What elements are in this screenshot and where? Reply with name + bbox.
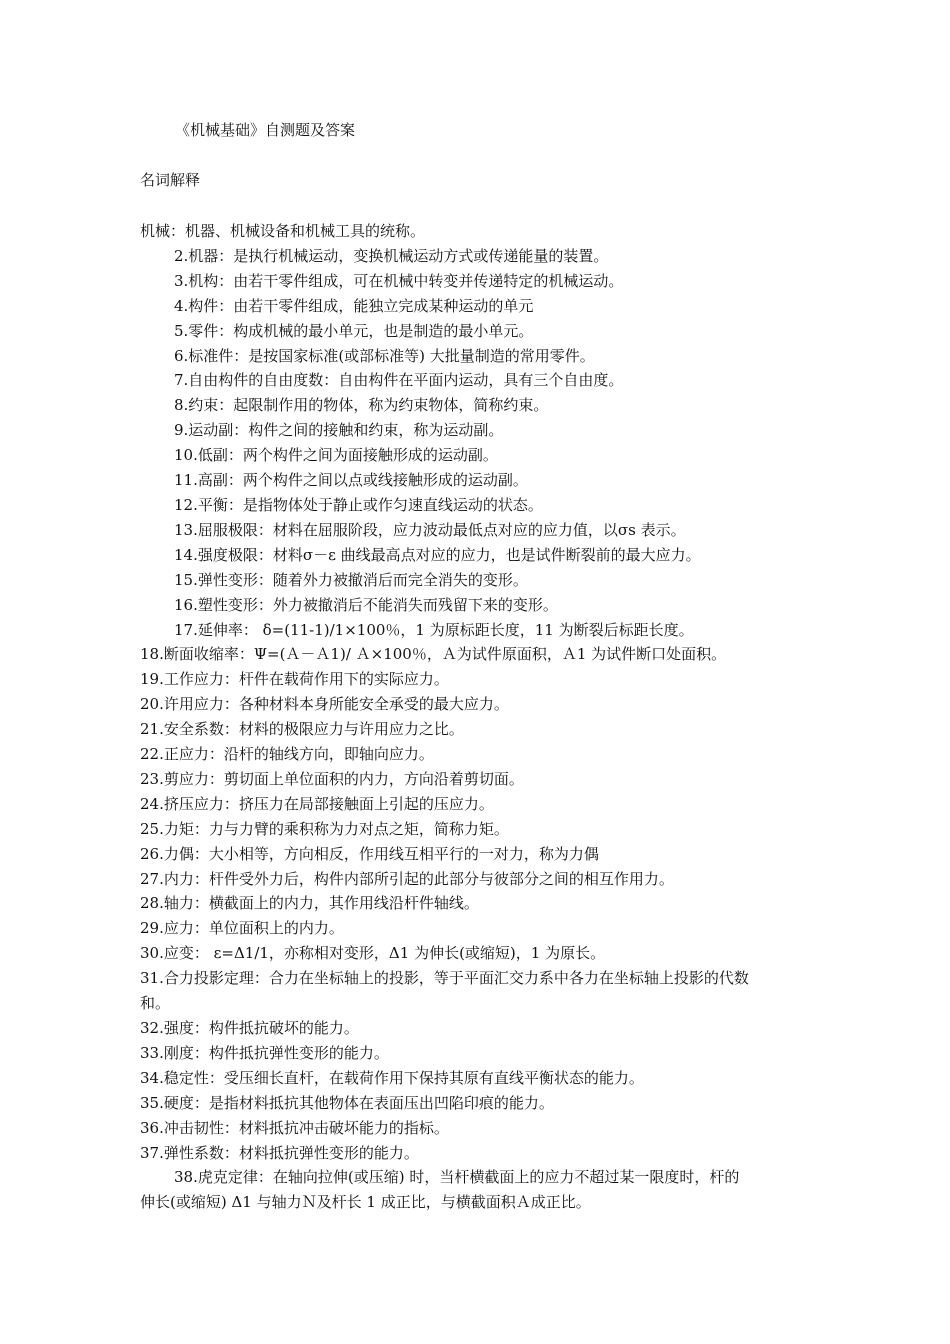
definition-entry: 15.弹性变形：随着外力被撤消后而完全消失的变形。: [174, 570, 528, 589]
definition-entry: 19.工作应力：杆件在载荷作用下的实际应力。: [140, 670, 449, 689]
definition-entry: 23.剪应力：剪切面上单位面积的内力，方向沿着剪切面。: [140, 769, 524, 788]
definition-entry: 5.零件：构成机械的最小单元，也是制造的最小单元。: [174, 321, 534, 340]
definition-entry: 和。: [140, 994, 171, 1013]
definition-entry: 27.内力：杆件受外力后，构件内部所引起的此部分与彼部分之间的相互作用力。: [140, 869, 674, 888]
definition-entry: 14.强度极限：材料σ－ε 曲线最高点对应的应力，也是试件断裂前的最大应力。: [174, 545, 701, 564]
definition-entry: 24.挤压应力：挤压力在局部接触面上引起的压应力。: [140, 794, 494, 813]
definition-entry: 33.刚度：构件抵抗弹性变形的能力。: [140, 1043, 389, 1062]
definition-entry: 18.断面收缩率：Ψ=(Ａ－Ａ1)/ Ａ×100％，Ａ为试件原面积，Ａ1 为试件断口处面积。: [140, 645, 727, 664]
definition-entry: 35.硬度：是指材料抵抗其他物体在表面压出凹陷印痕的能力。: [140, 1093, 554, 1112]
definition-entry: 25.力矩：力与力臂的乘积称为力对点之矩，简称力矩。: [140, 819, 509, 838]
definition-entry: 9.运动副：构件之间的接触和约束，称为运动副。: [174, 421, 504, 440]
definition-entry: 4.构件：由若干零件组成，能独立完成某种运动的单元: [174, 296, 534, 315]
definition-entry: 34.稳定性：受压细长直杆，在载荷作用下保持其原有直线平衡状态的能力。: [140, 1068, 644, 1087]
document-title: 《机械基础》自测题及答案: [175, 121, 356, 139]
definition-entry: 17.延伸率： δ=(11-1)/1×100％，1 为原标距长度，11 为断裂后标距长度。: [174, 620, 694, 639]
definition-entry: 26.力偶：大小相等，方向相反，作用线互相平行的一对力，称为力偶: [140, 844, 599, 863]
definition-entry: 8.约束：起限制作用的物体，称为约束物体，简称约束。: [174, 396, 549, 415]
definition-entry: 伸长(或缩短) Δ1 与轴力Ｎ及杆长 1 成正比，与横截面积Ａ成正比。: [140, 1193, 591, 1212]
definition-entry: 22.正应力：沿杆的轴线方向，即轴向应力。: [140, 745, 434, 764]
section-heading: 名词解释: [140, 171, 201, 189]
definition-entry: 32.强度：构件抵抗破坏的能力。: [140, 1019, 359, 1037]
definition-entry: 3.机构：由若干零件组成，可在机械中转变并传递特定的机械运动。: [174, 271, 624, 290]
definition-entry: 37.弹性系数：材料抵抗弹性变形的能力。: [140, 1143, 419, 1162]
definition-entry: 12.平衡：是指物体处于静止或作匀速直线运动的状态。: [174, 495, 543, 514]
definition-entry: 29.应力：单位面积上的内力。: [140, 919, 344, 938]
definition-entry: 10.低副：两个构件之间为面接触形成的运动副。: [174, 446, 498, 465]
definition-entry: 2.机器：是执行机械运动，变换机械运动方式或传递能量的装置。: [174, 246, 609, 265]
definition-list: [140, 219, 812, 1215]
definition-entry: 20.许用应力：各种材料本身所能安全承受的最大应力。: [140, 695, 509, 714]
definition-entry: 30.应变： ε=Δ1/1，亦称相对变形，Δ1 为伸长(或缩短)，1 为原长。: [140, 944, 606, 963]
definition-entry: 11.高副：两个构件之间以点或线接触形成的运动副。: [174, 471, 528, 490]
definition-entry: 16.塑性变形：外力被撤消后不能消失而残留下来的变形。: [174, 595, 558, 614]
definition-entry: 36.冲击韧性：材料抵抗冲击破坏能力的指标。: [140, 1118, 449, 1137]
definition-entry: 6.标准件：是按国家标准(或部标准等) 大批量制造的常用零件。: [174, 346, 595, 365]
definition-entry: 13.屈服极限：材料在屈服阶段，应力波动最低点对应的应力值，以σs 表示。: [174, 520, 686, 539]
definition-entry: 7.自由构件的自由度数：自由构件在平面内运动，具有三个自由度。: [174, 371, 624, 390]
definition-entry: 38.虎克定律：在轴向拉伸(或压缩) 时，当杆横截面上的应力不超过某一限度时，杆的: [174, 1168, 740, 1187]
definition-entry: 31.合力投影定理：合力在坐标轴上的投影，等于平面汇交力系中各力在坐标轴上投影的代数: [140, 969, 749, 988]
definition-entry: 28.轴力：横截面上的内力，其作用线沿杆件轴线。: [140, 894, 479, 913]
definition-entry: 21.安全系数：材料的极限应力与许用应力之比。: [140, 720, 464, 739]
definition-entry: 机械：机器、机械设备和机械工具的统称。: [140, 222, 426, 240]
